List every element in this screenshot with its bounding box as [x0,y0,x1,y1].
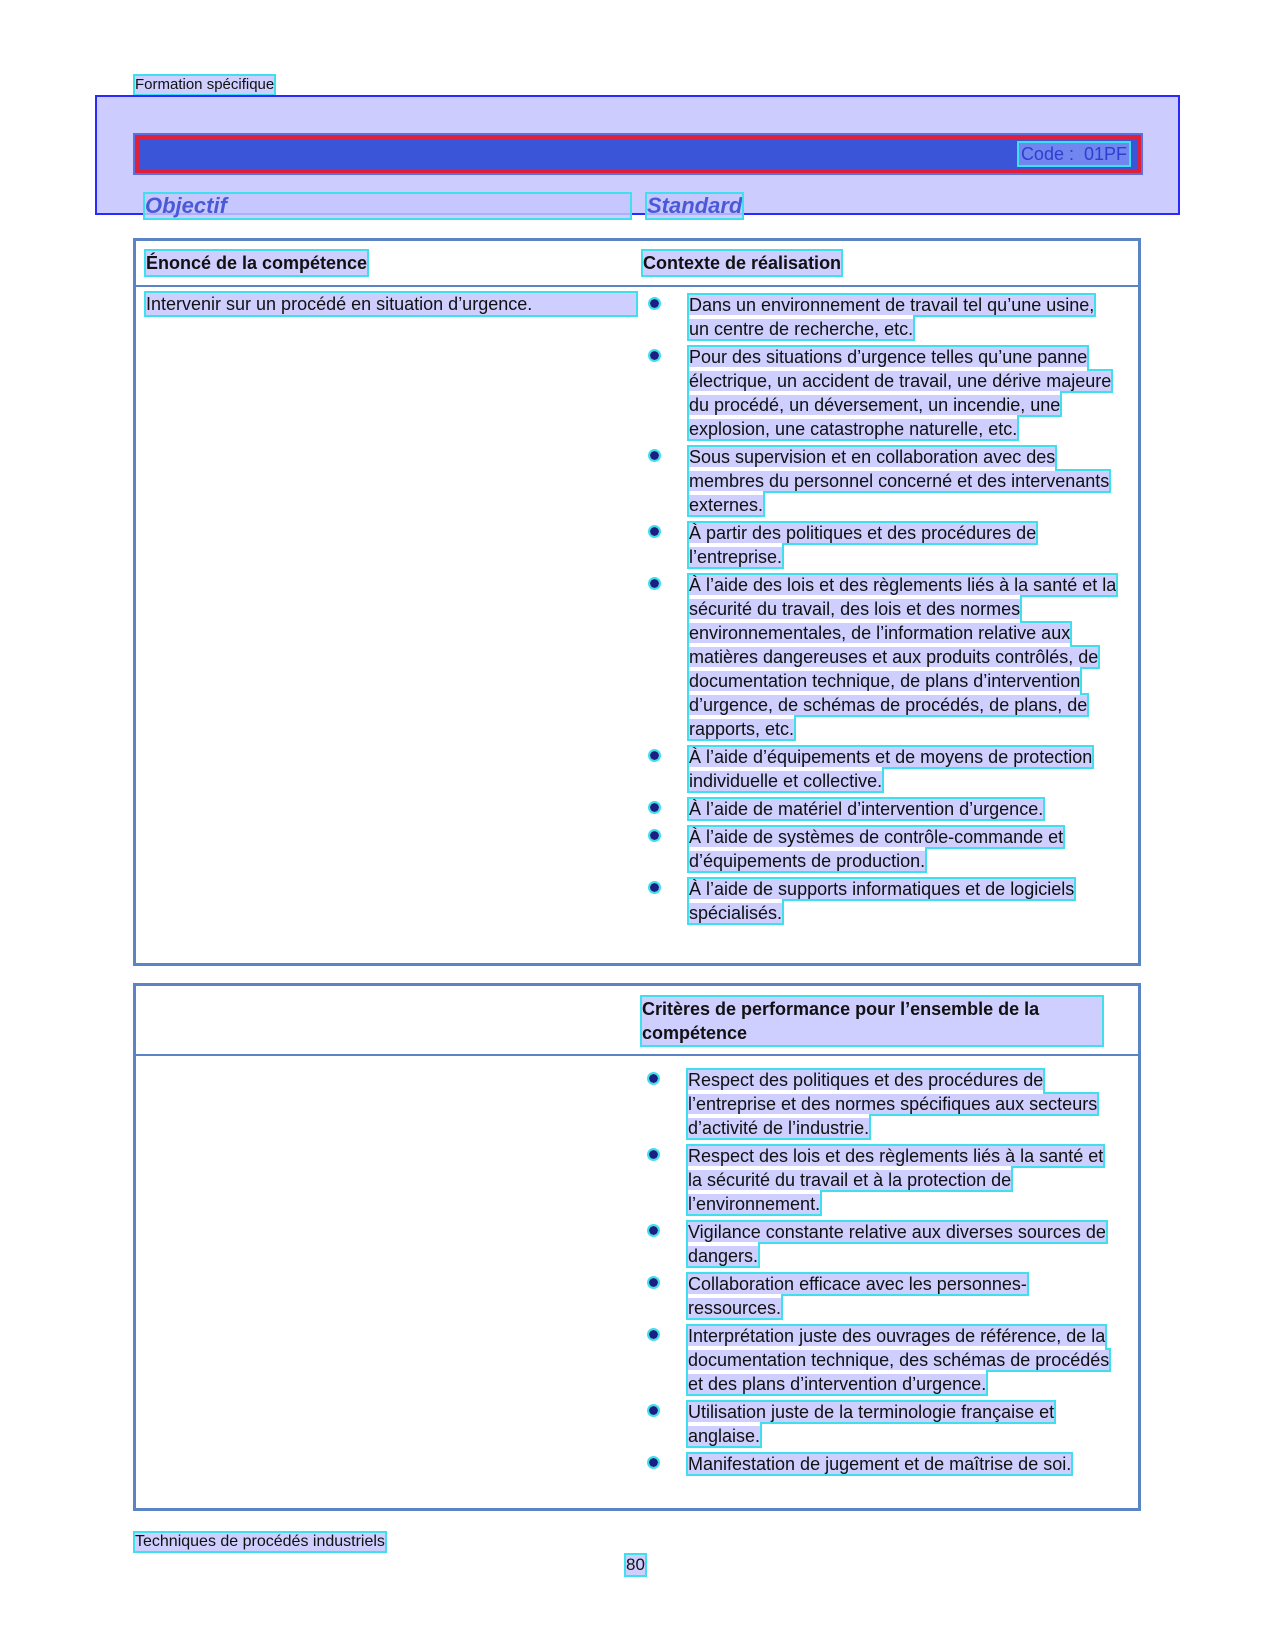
list-item [648,1400,1118,1448]
bullet-icon [649,1074,658,1083]
criteria-list [648,1068,1118,1480]
bullet-icon [650,883,659,892]
list-item-text: À l’aide de supports informatiques et de logiciels spécialisés. [689,879,1075,923]
bullet-icon [649,1226,658,1235]
list-item [649,445,1119,517]
criteria-heading: Critères de performance pour l’ensemble de la compétence [642,997,1102,1045]
objectif-heading: Objectif [145,194,630,218]
list-item [649,797,1119,821]
list-item-text: Interprétation juste des ouvrages de référence, de la documentation technique, des schémas de procédés et des plans d’intervention d’urgence. [688,1326,1110,1394]
bullet-icon [650,803,659,812]
list-item [649,877,1119,925]
list-item [649,573,1119,741]
context-list [649,293,1119,929]
list-item-text: Utilisation juste de la terminologie française et anglaise. [688,1402,1055,1446]
list-item-text: Vigilance constante relative aux diverses sources de dangers. [688,1222,1106,1266]
bullet-icon [650,831,659,840]
bullet-icon [650,751,659,760]
context-panel-header [136,241,1138,287]
enonce-heading: Énoncé de la compétence [146,253,368,273]
footer-program: Techniques de procédés industriels [135,1533,385,1550]
bullet-icon [649,1330,658,1339]
list-item [648,1452,1118,1476]
list-item [648,1272,1118,1320]
list-item [649,521,1119,569]
list-item-text: À l’aide de systèmes de contrôle-commande et d’équipements de production. [689,827,1064,871]
bullet-icon [650,351,659,360]
performance-panel [133,983,1141,1511]
performance-panel-header [136,986,1138,1056]
list-item [649,293,1119,341]
list-item-text: Collaboration efficace avec les personnes-ressources. [688,1274,1027,1318]
list-item [649,745,1119,793]
bullet-icon [649,1278,658,1287]
list-item-text: Pour des situations d’urgence telles qu’une panne électrique, un accident de travail, une dérive majeure du procédé, un déversement, un incendie, une explosion, une catastrophe naturelle, etc. [689,347,1112,439]
list-item [648,1220,1118,1268]
list-item-text: À l’aide des lois et des règlements liés à la santé et la sécurité du travail, des lois et des normes environnementales, de l’information relative aux matières dangereuses et aux produits contrôlés, de documentation technique, de plans d’intervention d’urgence, de schémas de procédés, de plans, de rapports, etc. [689,575,1117,739]
standard-heading: Standard [647,193,743,218]
bullet-icon [649,1458,658,1467]
competency-statement: Intervenir sur un procédé en situation d’urgence. [146,293,636,315]
context-panel [133,238,1141,966]
list-item-text: Respect des politiques et des procédures de l’entreprise et des normes spécifiques aux secteurs d’activité de l’industrie. [688,1070,1098,1138]
list-item-text: Manifestation de jugement et de maîtrise de soi. [688,1454,1072,1474]
bullet-icon [649,1406,658,1415]
list-item [649,825,1119,873]
bullet-icon [650,579,659,588]
list-item-text: Respect des lois et des règlements liés à la santé et la sécurité du travail et à la protection de l’environnement. [688,1146,1104,1214]
list-item-text: À l’aide de matériel d’intervention d’urgence. [689,799,1044,819]
contexte-heading: Contexte de réalisation [643,253,842,273]
list-item-text: À partir des politiques et des procédures de l’entreprise. [689,523,1037,567]
list-item-text: Sous supervision et en collaboration avec des membres du personnel concerné et des intervenants externes. [689,447,1110,515]
list-item-text: Dans un environnement de travail tel qu’une usine, un centre de recherche, etc. [689,295,1095,339]
bullet-icon [650,451,659,460]
code-bar [135,135,1141,173]
bullet-icon [650,527,659,536]
list-item-text: À l’aide d’équipements et de moyens de protection individuelle et collective. [689,747,1093,791]
list-item [649,345,1119,441]
bullet-icon [649,1150,658,1159]
competency-code: Code : 01PF [1020,144,1127,164]
list-item [648,1324,1118,1396]
bullet-icon [650,299,659,308]
page-number: 80 [626,1555,645,1574]
list-item [648,1068,1118,1140]
list-item [648,1144,1118,1216]
section-header: Formation spécifique [135,76,275,93]
